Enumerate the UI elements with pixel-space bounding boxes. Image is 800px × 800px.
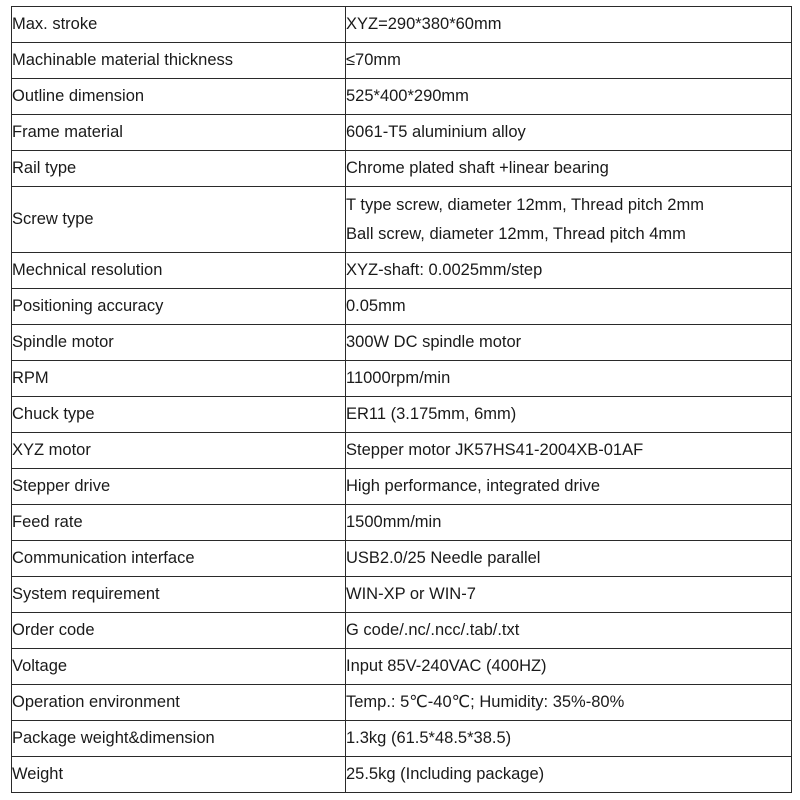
spec-label: Communication interface xyxy=(12,541,346,577)
spec-value xyxy=(346,43,792,79)
table-row xyxy=(12,469,792,505)
spec-label: Outline dimension xyxy=(12,79,346,115)
spec-value-line: Input 85V-240VAC (400HZ) xyxy=(346,657,547,675)
spec-label: Package weight&dimension xyxy=(12,721,346,757)
spec-value-line: 1500mm/min xyxy=(346,513,442,531)
spec-value xyxy=(346,469,792,505)
spec-value-line: G code/.nc/.ncc/.tab/.txt xyxy=(346,621,520,639)
spec-value xyxy=(346,577,792,613)
table-row xyxy=(12,397,792,433)
spec-value-line: ≤70mm xyxy=(346,51,401,69)
table-row xyxy=(12,79,792,115)
spec-value xyxy=(346,325,792,361)
table-row xyxy=(12,187,792,253)
spec-value-line: 0.05mm xyxy=(346,297,406,315)
table-row xyxy=(12,361,792,397)
spec-table xyxy=(11,6,792,793)
table-row xyxy=(12,505,792,541)
table-row xyxy=(12,115,792,151)
spec-value xyxy=(346,433,792,469)
spec-value-line: Stepper motor JK57HS41-2004XB-01AF xyxy=(346,441,644,459)
spec-label: Max. stroke xyxy=(12,7,346,43)
spec-value-line: 25.5kg (Including package) xyxy=(346,765,545,783)
spec-value-line: High performance, integrated drive xyxy=(346,477,601,495)
spec-label: Chuck type xyxy=(12,397,346,433)
spec-value xyxy=(346,115,792,151)
spec-value xyxy=(346,649,792,685)
spec-value-line: XYZ=290*380*60mm xyxy=(346,15,502,33)
table-row xyxy=(12,151,792,187)
spec-value xyxy=(346,7,792,43)
spec-value-line: XYZ-shaft: 0.0025mm/step xyxy=(346,261,543,279)
spec-value xyxy=(346,721,792,757)
spec-value-line: 1.3kg (61.5*48.5*38.5) xyxy=(346,729,512,747)
spec-value-line: T type screw, diameter 12mm, Thread pitch 2mm xyxy=(346,195,704,214)
spec-label: Operation environment xyxy=(12,685,346,721)
spec-label: Rail type xyxy=(12,151,346,187)
spec-value-line: 525*400*290mm xyxy=(346,87,469,105)
table-row xyxy=(12,577,792,613)
spec-label: Machinable material thickness xyxy=(12,43,346,79)
spec-label: Spindle motor xyxy=(12,325,346,361)
table-row xyxy=(12,757,792,793)
spec-value xyxy=(346,505,792,541)
table-row xyxy=(12,685,792,721)
spec-value xyxy=(346,757,792,793)
spec-value-line: Chrome plated shaft +linear bearing xyxy=(346,159,609,177)
spec-label: Feed rate xyxy=(12,505,346,541)
table-row xyxy=(12,43,792,79)
table-row xyxy=(12,289,792,325)
spec-value-line: 6061-T5 aluminium alloy xyxy=(346,123,526,141)
spec-label: Mechnical resolution xyxy=(12,253,346,289)
spec-value xyxy=(346,361,792,397)
table-row xyxy=(12,613,792,649)
spec-label: Screw type xyxy=(12,187,346,253)
table-row xyxy=(12,7,792,43)
spec-value-line: WIN-XP or WIN-7 xyxy=(346,585,476,603)
spec-value xyxy=(346,613,792,649)
spec-value-line: 300W DC spindle motor xyxy=(346,333,522,351)
spec-value xyxy=(346,253,792,289)
spec-table-body xyxy=(12,7,792,793)
spec-label: Stepper drive xyxy=(12,469,346,505)
spec-value-line: Ball screw, diameter 12mm, Thread pitch 4mm xyxy=(346,224,686,243)
spec-value xyxy=(346,79,792,115)
spec-value xyxy=(346,685,792,721)
table-row xyxy=(12,649,792,685)
spec-label: Weight xyxy=(12,757,346,793)
spec-label: Positioning accuracy xyxy=(12,289,346,325)
spec-value xyxy=(346,151,792,187)
spec-value xyxy=(346,187,792,253)
spec-value-line: Temp.: 5℃-40℃; Humidity: 35%-80% xyxy=(346,693,625,711)
spec-value xyxy=(346,397,792,433)
spec-value-line: USB2.0/25 Needle parallel xyxy=(346,549,541,567)
spec-label: RPM xyxy=(12,361,346,397)
spec-value-line: 11000rpm/min xyxy=(346,369,451,387)
spec-value xyxy=(346,541,792,577)
table-row xyxy=(12,325,792,361)
spec-label: Voltage xyxy=(12,649,346,685)
table-row xyxy=(12,721,792,757)
spec-value xyxy=(346,289,792,325)
table-row xyxy=(12,253,792,289)
table-row xyxy=(12,541,792,577)
spec-label: System requirement xyxy=(12,577,346,613)
spec-label: XYZ motor xyxy=(12,433,346,469)
spec-label: Order code xyxy=(12,613,346,649)
table-row xyxy=(12,433,792,469)
spec-label: Frame material xyxy=(12,115,346,151)
spec-value-line: ER11 (3.175mm, 6mm) xyxy=(346,405,517,423)
